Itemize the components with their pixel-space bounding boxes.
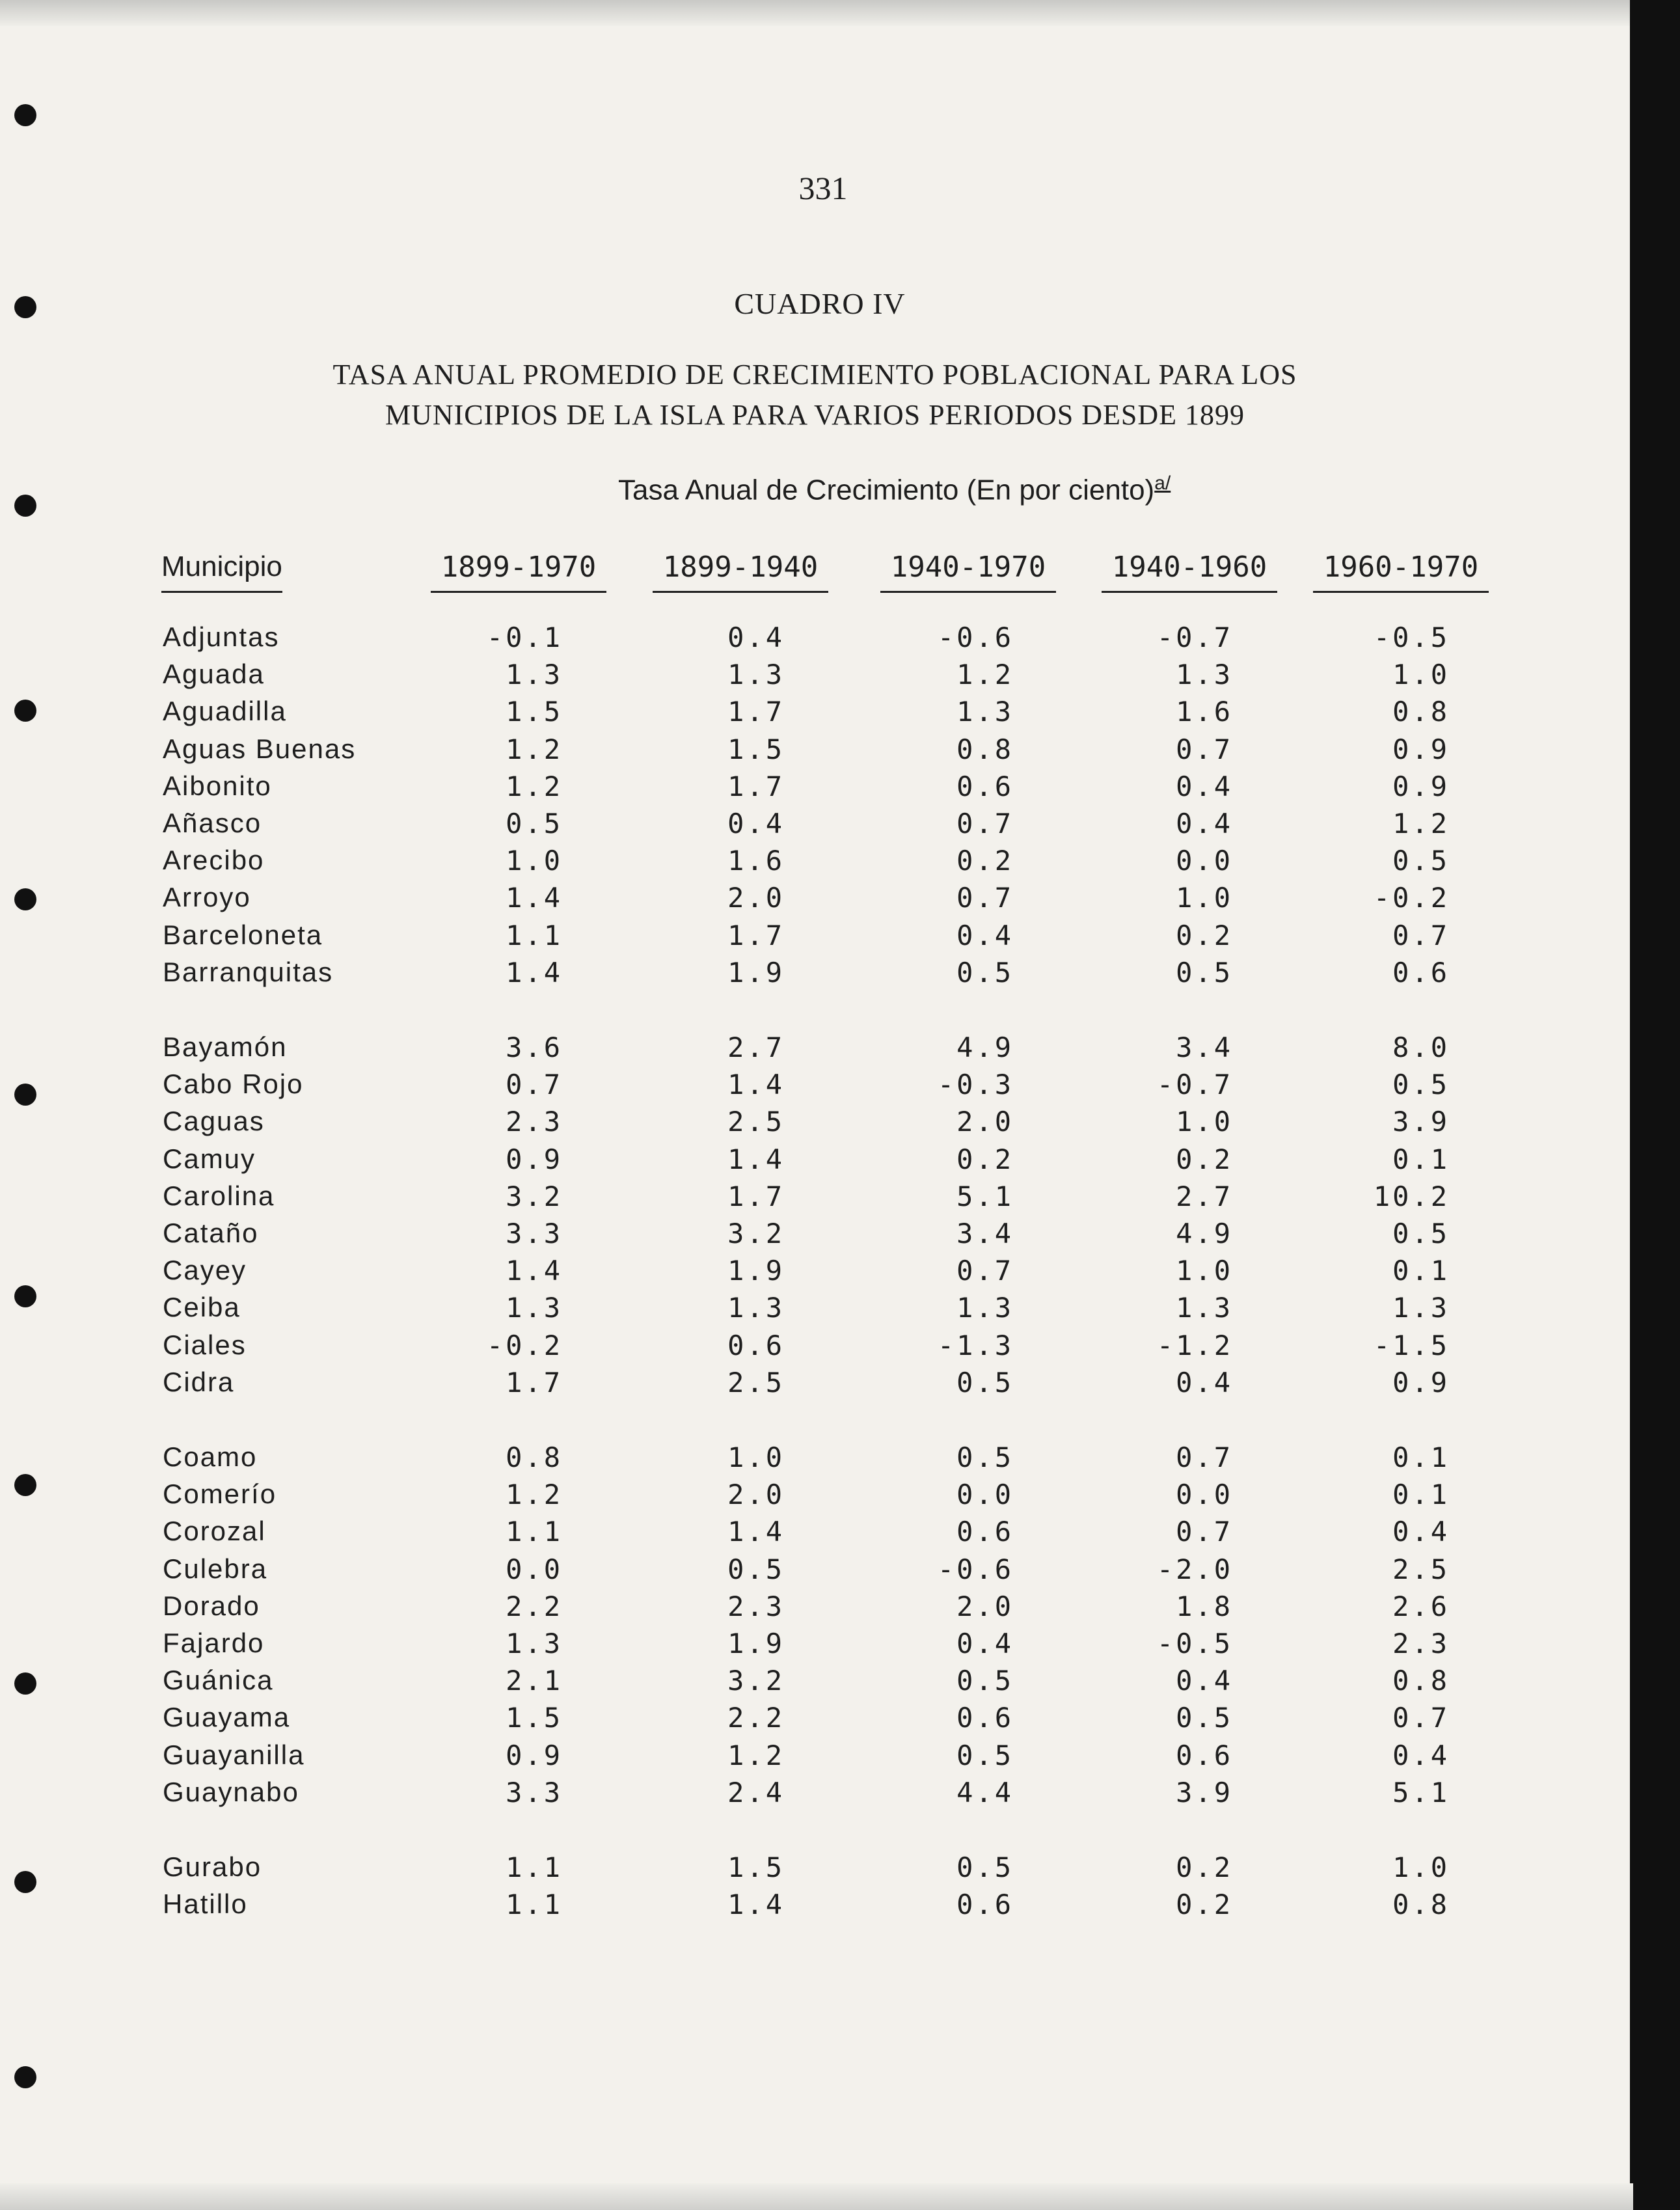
table-row xyxy=(0,1628,1630,1664)
rate-cell-1899-1970: 1.4 xyxy=(506,1255,563,1287)
rate-cell-1940-1960: 0.5 xyxy=(1176,1702,1233,1734)
rate-cell-1899-1970: 1.1 xyxy=(506,1889,563,1921)
table-row xyxy=(0,1218,1630,1254)
municipio-name: Coamo xyxy=(163,1441,258,1472)
rate-cell-1899-1940: 1.3 xyxy=(727,1292,785,1324)
table-row xyxy=(0,1553,1630,1590)
municipio-name: Camuy xyxy=(163,1143,256,1174)
municipio-name: Arroyo xyxy=(163,882,251,913)
table-row xyxy=(0,1069,1630,1105)
table-row xyxy=(0,1106,1630,1142)
table-row xyxy=(0,1702,1630,1738)
rate-cell-1899-1970: 1.4 xyxy=(506,882,563,914)
municipio-name: Hatillo xyxy=(163,1889,248,1920)
rate-cell-1960-1970: 0.7 xyxy=(1392,1702,1450,1734)
rate-cell-1940-1960: 1.3 xyxy=(1176,1292,1233,1324)
rate-cell-1940-1960: 0.2 xyxy=(1176,1143,1233,1175)
municipio-name: Guaynabo xyxy=(163,1776,299,1807)
table-row xyxy=(0,920,1630,956)
rate-cell-1940-1970: 4.9 xyxy=(956,1031,1014,1063)
table-row xyxy=(0,1590,1630,1627)
rate-cell-1899-1970: 1.3 xyxy=(506,1628,563,1659)
rate-cell-1940-1960: 1.3 xyxy=(1176,659,1233,691)
rate-cell-1940-1960: -0.7 xyxy=(1156,621,1233,653)
rate-cell-1899-1970: -0.2 xyxy=(486,1329,563,1361)
rate-cell-1960-1970: 0.8 xyxy=(1392,1665,1450,1697)
rate-cell-1899-1940: 1.4 xyxy=(727,1069,785,1101)
rate-cell-1899-1970: 1.1 xyxy=(506,919,563,951)
column-header-municipio: Municipio xyxy=(161,551,282,593)
column-header-1899-1970: 1899-1970 xyxy=(431,551,606,593)
footnote-marker: a/ xyxy=(1154,472,1171,494)
municipio-name: Aibonito xyxy=(163,770,272,801)
municipio-name: Barranquitas xyxy=(163,956,334,987)
table-row xyxy=(0,1031,1630,1068)
rate-cell-1940-1970: 2.0 xyxy=(956,1590,1014,1622)
table-row xyxy=(0,771,1630,807)
rate-cell-1940-1960: 0.6 xyxy=(1176,1739,1233,1771)
rate-cell-1899-1940: 2.0 xyxy=(727,882,785,914)
rate-cell-1960-1970: 0.1 xyxy=(1392,1143,1450,1175)
rate-cell-1940-1960: 0.2 xyxy=(1176,919,1233,951)
rate-cell-1899-1940: 1.5 xyxy=(727,1851,785,1883)
rate-cell-1899-1970: 2.3 xyxy=(506,1106,563,1138)
rate-cell-1899-1970: 1.1 xyxy=(506,1851,563,1883)
table-row xyxy=(0,1665,1630,1701)
rate-cell-1899-1940: 1.9 xyxy=(727,1628,785,1659)
rate-cell-1940-1970: 2.0 xyxy=(956,1106,1014,1138)
rate-cell-1940-1960: 0.7 xyxy=(1176,733,1233,765)
rate-cell-1960-1970: 0.7 xyxy=(1392,919,1450,951)
rate-cell-1899-1970: 1.2 xyxy=(506,1479,563,1511)
rate-cell-1940-1960: 3.9 xyxy=(1176,1776,1233,1808)
rate-cell-1899-1940: 2.2 xyxy=(727,1702,785,1734)
rate-cell-1899-1940: 3.2 xyxy=(727,1218,785,1249)
rate-cell-1940-1960: 2.7 xyxy=(1176,1180,1233,1212)
table-row xyxy=(0,1367,1630,1403)
table-row xyxy=(0,659,1630,695)
rate-cell-1960-1970: 2.6 xyxy=(1392,1590,1450,1622)
rate-cell-1899-1970: 3.3 xyxy=(506,1776,563,1808)
municipio-name: Cataño xyxy=(163,1218,259,1248)
rate-cell-1899-1940: 2.4 xyxy=(727,1776,785,1808)
rate-cell-1940-1970: 0.2 xyxy=(956,1143,1014,1175)
rate-cell-1960-1970: 1.0 xyxy=(1392,1851,1450,1883)
rate-cell-1899-1940: 1.7 xyxy=(727,919,785,951)
column-header-1960-1970: 1960-1970 xyxy=(1313,551,1489,593)
municipio-name: Añasco xyxy=(163,808,262,838)
rate-cell-1940-1970: 0.7 xyxy=(956,882,1014,914)
rate-cell-1899-1940: 0.5 xyxy=(727,1553,785,1585)
municipio-name: Ceiba xyxy=(163,1292,241,1323)
rate-cell-1899-1940: 1.6 xyxy=(727,845,785,877)
rate-cell-1899-1970: 0.8 xyxy=(506,1441,563,1473)
scan-bottom-edge xyxy=(0,2183,1633,2210)
rate-cell-1899-1970: 1.3 xyxy=(506,1292,563,1324)
rate-cell-1899-1940: 0.4 xyxy=(727,621,785,653)
rate-cell-1899-1970: 1.4 xyxy=(506,956,563,989)
table-row xyxy=(0,1777,1630,1813)
rate-cell-1899-1970: 1.7 xyxy=(506,1366,563,1398)
rate-cell-1899-1940: 0.4 xyxy=(727,808,785,839)
municipio-name: Bayamón xyxy=(163,1031,288,1062)
rate-cell-1940-1960: 0.4 xyxy=(1176,1665,1233,1697)
rate-cell-1960-1970: 0.8 xyxy=(1392,696,1450,728)
rate-cell-1899-1970: 0.5 xyxy=(506,808,563,839)
rate-cell-1899-1940: 1.5 xyxy=(727,733,785,765)
municipio-name: Comerío xyxy=(163,1479,277,1510)
municipio-name: Dorado xyxy=(163,1590,260,1621)
table-title-line-2: MUNICIPIOS DE LA ISLA PARA VARIOS PERIODOS DESDE 1899 xyxy=(385,399,1245,431)
rate-cell-1899-1970: 1.2 xyxy=(506,733,563,765)
rate-cell-1940-1970: 0.7 xyxy=(956,1255,1014,1287)
rate-cell-1899-1970: 1.5 xyxy=(506,1702,563,1734)
municipio-name: Aguada xyxy=(163,659,265,690)
punch-hole xyxy=(14,104,36,126)
rate-cell-1899-1940: 3.2 xyxy=(727,1665,785,1697)
rate-cell-1940-1960: 0.2 xyxy=(1176,1851,1233,1883)
table-subtitle xyxy=(618,472,1366,507)
rate-cell-1940-1970: 0.5 xyxy=(956,1665,1014,1697)
rate-cell-1899-1940: 1.2 xyxy=(727,1739,785,1771)
rate-cell-1960-1970: -1.5 xyxy=(1373,1329,1450,1361)
rate-cell-1960-1970: 0.9 xyxy=(1392,733,1450,765)
rate-cell-1899-1970: 2.2 xyxy=(506,1590,563,1622)
rate-cell-1899-1940: 1.3 xyxy=(727,659,785,691)
municipio-name: Arecibo xyxy=(163,845,265,876)
table-title-line-1: TASA ANUAL PROMEDIO DE CRECIMIENTO POBLACIONAL PARA LOS xyxy=(332,359,1297,390)
rate-cell-1960-1970: 0.8 xyxy=(1392,1889,1450,1921)
rate-cell-1960-1970: 0.6 xyxy=(1392,956,1450,989)
municipio-name: Culebra xyxy=(163,1553,268,1584)
rate-cell-1940-1970: 5.1 xyxy=(956,1180,1014,1212)
rate-cell-1940-1970: 1.3 xyxy=(956,696,1014,728)
municipio-name: Ciales xyxy=(163,1329,247,1360)
rate-cell-1940-1970: -0.6 xyxy=(937,621,1014,653)
rate-cell-1899-1940: 1.4 xyxy=(727,1516,785,1548)
municipio-name: Cabo Rojo xyxy=(163,1069,304,1100)
table-row xyxy=(0,845,1630,881)
rate-cell-1940-1960: 0.4 xyxy=(1176,808,1233,839)
rate-cell-1899-1970: 0.9 xyxy=(506,1739,563,1771)
punch-hole xyxy=(14,296,36,318)
rate-cell-1960-1970: 5.1 xyxy=(1392,1776,1450,1808)
municipio-name: Guayama xyxy=(163,1702,291,1733)
column-header-1940-1960: 1940-1960 xyxy=(1102,551,1277,593)
rate-cell-1899-1970: 3.3 xyxy=(506,1218,563,1249)
punch-hole xyxy=(14,495,36,517)
rate-cell-1899-1970: 3.2 xyxy=(506,1180,563,1212)
table-row xyxy=(0,1180,1630,1217)
municipio-name: Barceloneta xyxy=(163,919,323,950)
rate-cell-1960-1970: 0.4 xyxy=(1392,1739,1450,1771)
rate-cell-1940-1960: 3.4 xyxy=(1176,1031,1233,1063)
table-row xyxy=(0,1516,1630,1552)
rate-cell-1960-1970: -0.5 xyxy=(1373,621,1450,653)
rate-cell-1940-1970: -0.6 xyxy=(937,1553,1014,1585)
rate-cell-1940-1970: 0.6 xyxy=(956,770,1014,802)
rate-cell-1899-1970: 0.0 xyxy=(506,1553,563,1585)
rate-cell-1940-1960: 1.0 xyxy=(1176,1255,1233,1287)
rate-cell-1940-1970: -0.3 xyxy=(937,1069,1014,1101)
rate-cell-1960-1970: 0.1 xyxy=(1392,1479,1450,1511)
municipio-name: Fajardo xyxy=(163,1628,265,1658)
rate-cell-1940-1960: 1.0 xyxy=(1176,882,1233,914)
rate-cell-1960-1970: 0.5 xyxy=(1392,1069,1450,1101)
rate-cell-1960-1970: 0.4 xyxy=(1392,1516,1450,1548)
municipio-name: Adjuntas xyxy=(163,621,280,652)
rate-cell-1960-1970: 10.2 xyxy=(1373,1180,1450,1212)
subtitle-text: Tasa Anual de Crecimiento (En por ciento) xyxy=(618,474,1155,506)
rate-cell-1899-1940: 2.5 xyxy=(727,1366,785,1398)
rate-cell-1899-1970: 0.9 xyxy=(506,1143,563,1175)
rate-cell-1940-1970: 0.4 xyxy=(956,1628,1014,1659)
rate-cell-1899-1940: 1.9 xyxy=(727,956,785,989)
rate-cell-1960-1970: 0.9 xyxy=(1392,770,1450,802)
column-header-1899-1940: 1899-1940 xyxy=(653,551,828,593)
rate-cell-1960-1970: 0.5 xyxy=(1392,1218,1450,1249)
table-row xyxy=(0,1255,1630,1291)
rate-cell-1940-1970: 0.8 xyxy=(956,733,1014,765)
table-row xyxy=(0,882,1630,918)
rate-cell-1899-1940: 1.4 xyxy=(727,1889,785,1921)
rate-cell-1960-1970: 8.0 xyxy=(1392,1031,1450,1063)
rate-cell-1899-1940: 1.7 xyxy=(727,696,785,728)
rate-cell-1899-1970: 1.2 xyxy=(506,770,563,802)
table-row xyxy=(0,1143,1630,1180)
municipio-name: Guánica xyxy=(163,1665,274,1696)
table-row xyxy=(0,1441,1630,1478)
rate-cell-1899-1970: -0.1 xyxy=(486,621,563,653)
table-row xyxy=(0,733,1630,770)
rate-cell-1940-1960: 0.4 xyxy=(1176,770,1233,802)
municipio-name: Corozal xyxy=(163,1516,266,1547)
rate-cell-1940-1970: 1.2 xyxy=(956,659,1014,691)
rate-cell-1940-1970: 3.4 xyxy=(956,1218,1014,1249)
municipio-name: Cayey xyxy=(163,1255,247,1286)
rate-cell-1940-1970: 0.5 xyxy=(956,1366,1014,1398)
rate-cell-1899-1940: 2.0 xyxy=(727,1479,785,1511)
rate-cell-1899-1940: 2.5 xyxy=(727,1106,785,1138)
rate-cell-1960-1970: 0.9 xyxy=(1392,1366,1450,1398)
rate-cell-1940-1970: 0.0 xyxy=(956,1479,1014,1511)
rate-cell-1960-1970: 1.2 xyxy=(1392,808,1450,839)
rate-cell-1960-1970: 3.9 xyxy=(1392,1106,1450,1138)
rate-cell-1899-1940: 1.7 xyxy=(727,1180,785,1212)
municipio-name: Aguadilla xyxy=(163,696,287,727)
table-row xyxy=(0,1851,1630,1888)
rate-cell-1899-1940: 2.7 xyxy=(727,1031,785,1063)
table-row xyxy=(0,621,1630,658)
rate-cell-1940-1960: 1.6 xyxy=(1176,696,1233,728)
scan-top-edge xyxy=(0,0,1633,26)
punch-hole xyxy=(14,2066,36,2088)
rate-cell-1940-1960: 0.4 xyxy=(1176,1366,1233,1398)
table-row xyxy=(0,1479,1630,1515)
rate-cell-1960-1970: -0.2 xyxy=(1373,882,1450,914)
table-row xyxy=(0,1330,1630,1366)
rate-cell-1940-1970: 0.7 xyxy=(956,808,1014,839)
table-row xyxy=(0,1739,1630,1776)
page-number: 331 xyxy=(798,170,848,206)
municipio-name: Aguas Buenas xyxy=(163,733,357,764)
scan-right-edge xyxy=(1630,0,1680,2210)
rate-cell-1960-1970: 2.3 xyxy=(1392,1628,1450,1659)
rate-cell-1940-1970: 0.2 xyxy=(956,845,1014,877)
rate-cell-1940-1960: -1.2 xyxy=(1156,1329,1233,1361)
rate-cell-1899-1940: 1.7 xyxy=(727,770,785,802)
municipio-name: Gurabo xyxy=(163,1851,262,1882)
table-row xyxy=(0,696,1630,732)
rate-cell-1940-1960: 0.5 xyxy=(1176,956,1233,989)
table-label: CUADRO IV xyxy=(734,287,906,320)
rate-cell-1899-1970: 3.6 xyxy=(506,1031,563,1063)
rate-cell-1960-1970: 0.1 xyxy=(1392,1255,1450,1287)
municipio-name: Cidra xyxy=(163,1366,235,1397)
rate-cell-1899-1970: 1.3 xyxy=(506,659,563,691)
rate-cell-1940-1960: -0.7 xyxy=(1156,1069,1233,1101)
rate-cell-1899-1940: 1.4 xyxy=(727,1143,785,1175)
rate-cell-1960-1970: 0.1 xyxy=(1392,1441,1450,1473)
rate-cell-1940-1970: 0.5 xyxy=(956,956,1014,989)
table-row xyxy=(0,1889,1630,1925)
table-row xyxy=(0,957,1630,993)
rate-cell-1960-1970: 1.0 xyxy=(1392,659,1450,691)
rate-cell-1899-1940: 1.0 xyxy=(727,1441,785,1473)
rate-cell-1940-1970: 0.5 xyxy=(956,1739,1014,1771)
rate-cell-1940-1960: 1.8 xyxy=(1176,1590,1233,1622)
rate-cell-1940-1970: 0.4 xyxy=(956,919,1014,951)
table-row xyxy=(0,808,1630,844)
rate-cell-1899-1970: 1.5 xyxy=(506,696,563,728)
rate-cell-1940-1960: 0.2 xyxy=(1176,1889,1233,1921)
municipio-name: Caguas xyxy=(163,1106,265,1137)
rate-cell-1940-1970: 0.6 xyxy=(956,1889,1014,1921)
municipio-name: Guayanilla xyxy=(163,1739,305,1770)
rate-cell-1899-1970: 0.7 xyxy=(506,1069,563,1101)
rate-cell-1899-1940: 1.9 xyxy=(727,1255,785,1287)
rate-cell-1940-1970: 1.3 xyxy=(956,1292,1014,1324)
rate-cell-1899-1970: 1.0 xyxy=(506,845,563,877)
rate-cell-1940-1970: 0.6 xyxy=(956,1516,1014,1548)
rate-cell-1940-1970: -1.3 xyxy=(937,1329,1014,1361)
table-row xyxy=(0,1292,1630,1328)
column-header-1940-1970: 1940-1970 xyxy=(880,551,1056,593)
rate-cell-1960-1970: 1.3 xyxy=(1392,1292,1450,1324)
rate-cell-1940-1960: -2.0 xyxy=(1156,1553,1233,1585)
rate-cell-1899-1970: 1.1 xyxy=(506,1516,563,1548)
rate-cell-1899-1940: 0.6 xyxy=(727,1329,785,1361)
rate-cell-1899-1970: 2.1 xyxy=(506,1665,563,1697)
rate-cell-1940-1960: 0.0 xyxy=(1176,1479,1233,1511)
rate-cell-1940-1970: 0.5 xyxy=(956,1851,1014,1883)
rate-cell-1940-1960: -0.5 xyxy=(1156,1628,1233,1659)
rate-cell-1940-1960: 0.0 xyxy=(1176,845,1233,877)
rate-cell-1940-1970: 0.5 xyxy=(956,1441,1014,1473)
rate-cell-1940-1960: 4.9 xyxy=(1176,1218,1233,1249)
rate-cell-1899-1940: 2.3 xyxy=(727,1590,785,1622)
rate-cell-1940-1970: 4.4 xyxy=(956,1776,1014,1808)
rate-cell-1960-1970: 2.5 xyxy=(1392,1553,1450,1585)
rate-cell-1940-1970: 0.6 xyxy=(956,1702,1014,1734)
rate-cell-1940-1960: 1.0 xyxy=(1176,1106,1233,1138)
rate-cell-1960-1970: 0.5 xyxy=(1392,845,1450,877)
rate-cell-1940-1960: 0.7 xyxy=(1176,1516,1233,1548)
rate-cell-1940-1960: 0.7 xyxy=(1176,1441,1233,1473)
municipio-name: Carolina xyxy=(163,1180,275,1211)
